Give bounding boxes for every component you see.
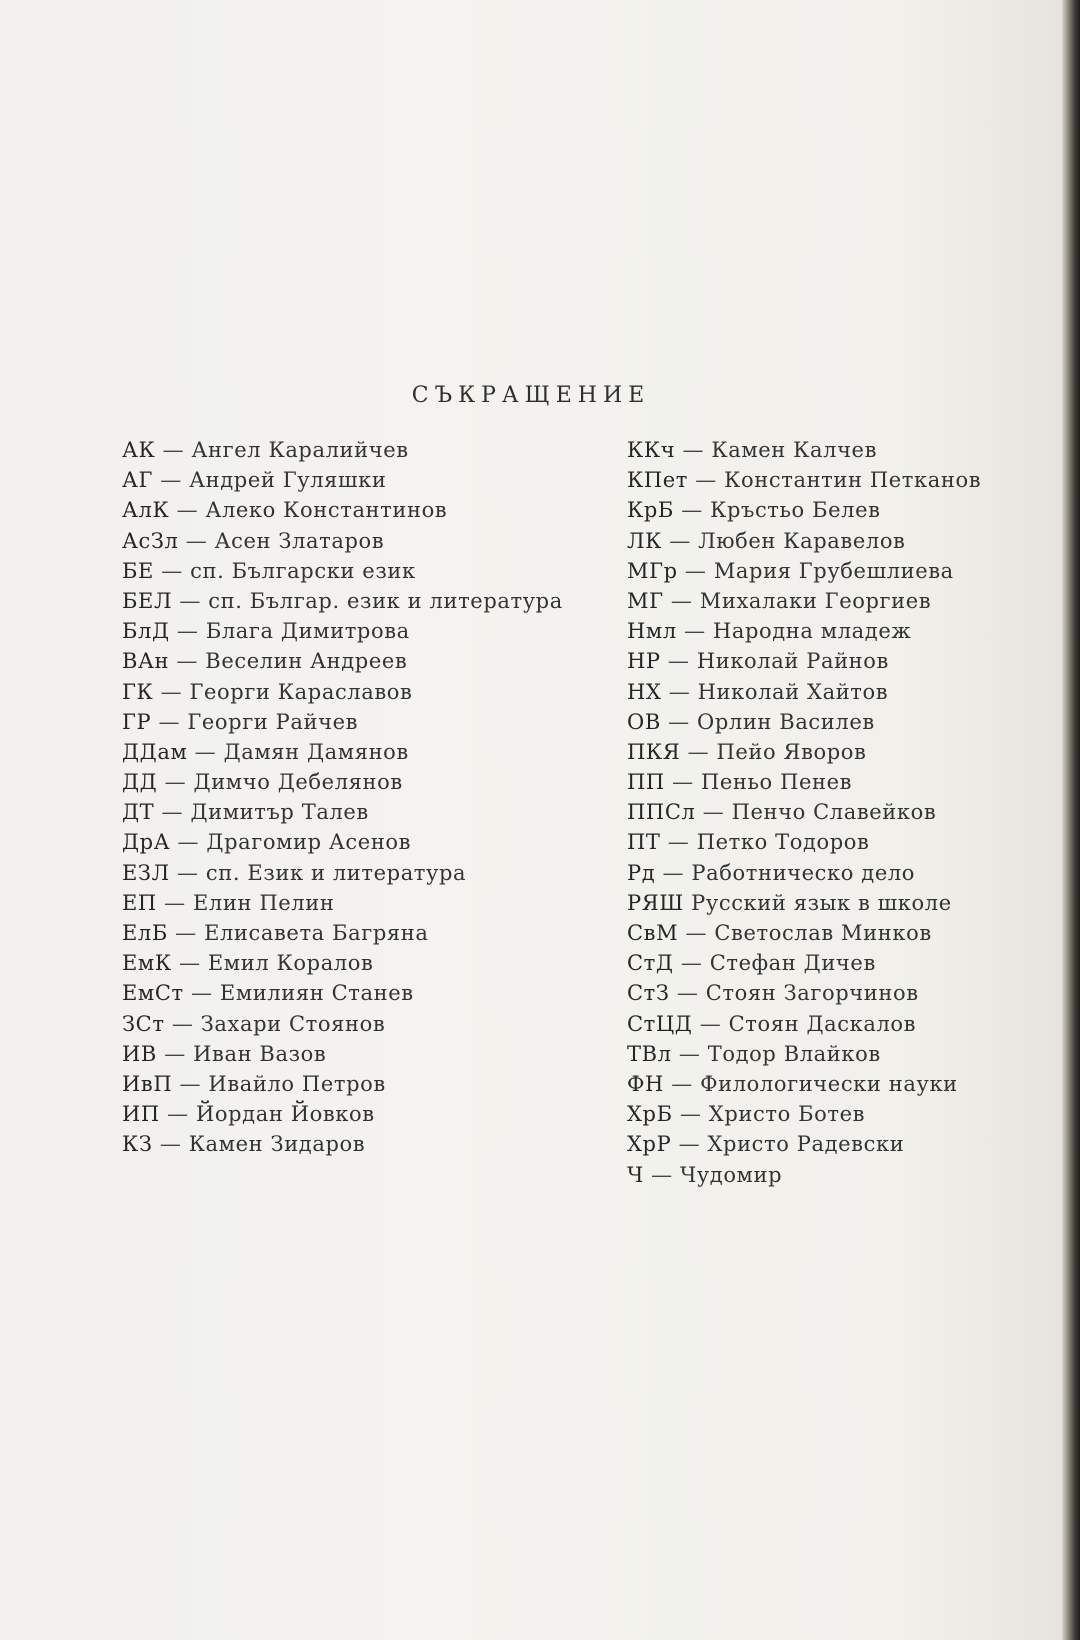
page-title: СЪКРАЩЕНИЕ <box>411 383 651 408</box>
abbreviation-meaning: Димитър Талев <box>190 800 369 825</box>
separator-dash: — <box>692 1011 729 1036</box>
abbreviation: ЕЗЛ <box>122 860 170 885</box>
abbreviation-meaning: Захари Стоянов <box>200 1011 386 1036</box>
abbreviation-meaning: Работническо дело <box>691 860 916 885</box>
separator-dash: — <box>695 800 732 825</box>
abbreviation: ДТ <box>122 800 155 825</box>
abbreviation-meaning: Пейо Яворов <box>716 739 867 764</box>
abbreviation-meaning: Веселин Андреев <box>205 649 408 674</box>
abbreviation-meaning: Пенчо Славейков <box>731 800 937 825</box>
abbreviation-entry <box>122 586 563 616</box>
separator-dash: — <box>155 438 192 462</box>
abbreviation-entry <box>122 495 563 525</box>
separator-dash: — <box>671 1041 708 1066</box>
separator-dash: — <box>152 1132 189 1157</box>
abbreviation-entry <box>122 616 563 646</box>
abbreviation-entry <box>627 556 981 586</box>
abbreviation: ЕмК <box>122 951 172 976</box>
separator-dash: — <box>164 1011 201 1036</box>
abbreviation: ИП <box>122 1102 160 1127</box>
abbreviation: ДД <box>122 770 158 795</box>
abbreviation-entry <box>627 1160 981 1190</box>
abbreviation-entry <box>122 918 563 948</box>
abbreviation-entry <box>627 435 981 465</box>
abbreviation-entry <box>122 1039 563 1069</box>
abbreviation-entry <box>122 556 563 586</box>
abbreviation: ГР <box>122 709 152 734</box>
separator-dash: — <box>172 1071 209 1096</box>
abbreviation-entry <box>627 767 981 797</box>
abbreviation-meaning: Филологически науки <box>700 1071 958 1096</box>
abbreviation-entry <box>122 707 563 737</box>
abbreviation-entry <box>627 858 981 888</box>
abbreviation: РЯШ <box>627 890 684 915</box>
separator-dash: — <box>154 800 191 825</box>
separator-dash: — <box>655 860 692 885</box>
abbreviation-entry <box>627 737 981 767</box>
abbreviation: Рд <box>627 860 656 885</box>
abbreviation-meaning: Мария Грубешлиева <box>713 558 954 583</box>
abbreviation-entry <box>627 1099 981 1129</box>
abbreviation-meaning: Орлин Василев <box>697 709 875 734</box>
abbreviation: ПКЯ <box>627 739 681 764</box>
abbreviation: КПет <box>627 468 689 493</box>
abbreviation: ФН <box>627 1071 664 1096</box>
abbreviation-meaning: Йордан Йовков <box>195 1102 375 1127</box>
abbreviation-entry <box>627 888 981 918</box>
abbreviation-entry <box>627 586 981 616</box>
separator-dash: — <box>663 1071 701 1096</box>
abbreviation: ПП <box>627 770 665 795</box>
separator-dash: — <box>167 921 205 945</box>
abbreviation-entry <box>122 827 563 857</box>
separator-dash: — <box>672 1102 709 1127</box>
separator-dash: — <box>660 649 697 674</box>
separator-dash: — <box>169 649 206 674</box>
abbreviation: Ч <box>627 1162 644 1187</box>
abbreviation-entry <box>122 767 563 797</box>
abbreviation: ЛК <box>627 528 662 553</box>
abbreviation: ДДам <box>122 739 188 764</box>
separator-dash: — <box>157 770 194 795</box>
separator-dash: — <box>153 468 190 493</box>
abbreviation-meaning: Петко Тодоров <box>696 830 870 855</box>
abbreviation: НХ <box>627 679 662 704</box>
abbreviation: СтЗ <box>627 981 670 1006</box>
abbreviation-entry <box>627 948 981 978</box>
abbreviation-meaning: Николай Райнов <box>696 649 889 674</box>
separator-dash: — <box>673 951 710 976</box>
abbreviation: ЕП <box>122 890 157 915</box>
abbreviation: ЕмСт <box>122 981 184 1006</box>
separator-dash: — <box>153 679 190 704</box>
abbreviation: ВАн <box>122 649 170 674</box>
abbreviation: МГр <box>627 558 678 583</box>
abbreviation-meaning: Русский язык в школе <box>691 890 952 915</box>
abbreviation-meaning: Емил Коралов <box>207 951 374 976</box>
abbreviation-meaning: Блага Димитрова <box>205 619 410 644</box>
abbreviation: БЕЛ <box>122 588 173 613</box>
separator-dash: — <box>663 588 700 613</box>
abbreviation-entry <box>122 1069 563 1099</box>
abbreviation: АК <box>122 438 156 462</box>
abbreviation-meaning: Камен Зидаров <box>188 1132 366 1157</box>
separator-dash: — <box>660 709 698 734</box>
abbreviation-meaning: Андрей Гуляшки <box>189 468 387 493</box>
abbreviations-right-column <box>627 435 981 1190</box>
abbreviation: ДрА <box>122 830 171 855</box>
abbreviation-entry <box>627 495 981 525</box>
abbreviation: СтД <box>627 951 674 976</box>
abbreviation: ПТ <box>627 830 661 855</box>
abbreviation-meaning: Тодор Влайков <box>707 1041 881 1066</box>
abbreviation-entry <box>122 435 563 465</box>
abbreviation-entry <box>627 707 981 737</box>
abbreviation: ТВл <box>627 1041 672 1066</box>
abbreviation: Нмл <box>627 619 677 644</box>
abbreviation: СвМ <box>627 921 679 945</box>
abbreviation: ХрБ <box>627 1102 673 1127</box>
separator-dash: — <box>169 498 206 523</box>
abbreviation-meaning: сп. Език и литература <box>205 860 467 885</box>
separator-dash: — <box>153 558 191 583</box>
separator-dash: — <box>172 588 209 613</box>
abbreviation: КЗ <box>122 1132 153 1157</box>
abbreviation: ГК <box>122 679 154 704</box>
abbreviation-meaning: Пеньо Пенев <box>700 770 853 795</box>
abbreviation-meaning: Стоян Загорчинов <box>705 981 919 1006</box>
separator-dash: — <box>643 1162 680 1187</box>
separator-dash: — <box>660 830 697 855</box>
separator-dash: — <box>156 1041 194 1066</box>
abbreviation: ИвП <box>122 1071 173 1096</box>
abbreviation-entry <box>122 948 563 978</box>
abbreviation-meaning: Георги Райчев <box>187 709 359 734</box>
abbreviation-entry <box>627 797 981 827</box>
abbreviation: ЗСт <box>122 1011 165 1036</box>
separator-dash: — <box>676 619 713 644</box>
separator-dash: — <box>178 528 215 553</box>
abbreviation-meaning: Николай Хайтов <box>697 679 889 704</box>
separator-dash: — <box>169 860 206 885</box>
abbreviation: ХрР <box>627 1132 672 1157</box>
separator-dash: — <box>669 981 706 1006</box>
separator-dash: — <box>169 619 206 644</box>
abbreviation-meaning: Асен Златаров <box>214 528 385 553</box>
abbreviation-entry <box>122 1129 563 1159</box>
abbreviation-meaning: Стоян Даскалов <box>728 1011 917 1036</box>
abbreviations-left-column <box>122 435 563 1160</box>
separator-dash: — <box>678 921 715 945</box>
abbreviation-entry <box>122 737 563 767</box>
abbreviation-meaning: Алеко Константинов <box>205 498 448 523</box>
abbreviation-meaning: Димчо Дебелянов <box>193 770 403 795</box>
abbreviation-meaning: Христо Ботев <box>708 1102 866 1127</box>
abbreviation-entry <box>627 465 981 495</box>
abbreviation-entry <box>627 827 981 857</box>
abbreviation-entry <box>627 677 981 707</box>
abbreviation-entry <box>627 1069 981 1099</box>
abbreviation-entry <box>627 526 981 556</box>
separator-dash: — <box>159 1102 196 1127</box>
book-spine-shadow <box>1062 0 1080 1640</box>
abbreviation-entry <box>627 1009 981 1039</box>
separator-dash: — <box>675 438 712 462</box>
abbreviation-meaning: Христо Радевски <box>707 1132 905 1157</box>
separator-dash: — <box>661 679 698 704</box>
abbreviation-entry <box>627 918 981 948</box>
abbreviation: ЕлБ <box>122 921 168 945</box>
abbreviation: БЕ <box>122 558 154 583</box>
abbreviation: АлК <box>122 498 170 523</box>
abbreviation: АсЗл <box>122 528 179 553</box>
abbreviation-entry <box>122 677 563 707</box>
abbreviation: КрБ <box>627 498 674 523</box>
separator-dash: — <box>187 739 224 764</box>
abbreviation: ИВ <box>122 1041 157 1066</box>
abbreviation-entry <box>627 1039 981 1069</box>
abbreviation-meaning: Кръстьо Белев <box>710 498 881 523</box>
abbreviation-meaning: Народна младеж <box>712 619 912 644</box>
abbreviation-meaning: Ивайло Петров <box>208 1071 386 1096</box>
abbreviation: СтЦД <box>627 1011 693 1036</box>
abbreviation-entry <box>627 616 981 646</box>
separator-dash: — <box>170 830 207 855</box>
separator-dash: — <box>171 951 208 976</box>
abbreviation-meaning: Драгомир Асенов <box>206 830 412 855</box>
separator-dash: — <box>671 1132 708 1157</box>
abbreviation-meaning: Светослав Минков <box>714 921 932 945</box>
abbreviation-entry <box>122 646 563 676</box>
abbreviation: НР <box>627 649 661 674</box>
abbreviation-meaning: Иван Вазов <box>193 1041 327 1066</box>
abbreviation: ККч <box>627 438 676 462</box>
separator-dash: — <box>688 468 725 493</box>
abbreviation: БлД <box>122 619 170 644</box>
abbreviation-entry <box>122 465 563 495</box>
abbreviation: ППСл <box>627 800 696 825</box>
separator-dash: — <box>156 890 193 915</box>
abbreviation-meaning: Стефан Дичев <box>709 951 876 976</box>
abbreviation-meaning: Константин Петканов <box>724 468 982 493</box>
abbreviation-entry <box>122 526 563 556</box>
abbreviation-meaning: сп. Български език <box>190 558 416 583</box>
abbreviation-meaning: Чудомир <box>680 1162 783 1187</box>
abbreviation-entry <box>627 646 981 676</box>
abbreviation-meaning: Емилиян Станев <box>219 981 414 1006</box>
separator-dash: — <box>151 709 188 734</box>
abbreviation-meaning: Михалаки Георгиев <box>699 588 932 613</box>
abbreviation-entry <box>122 797 563 827</box>
abbreviation: МГ <box>627 588 664 613</box>
abbreviation-meaning: Ангел Каралийчев <box>191 438 409 462</box>
abbreviation-entry <box>122 858 563 888</box>
abbreviation-meaning: сп. Българ. език и литература <box>208 588 563 613</box>
abbreviation-meaning: Камен Калчев <box>711 438 878 462</box>
abbreviation-meaning: Любен Каравелов <box>698 528 906 553</box>
separator-dash: — <box>677 558 714 583</box>
separator-dash: — <box>680 739 717 764</box>
abbreviation-entry <box>122 888 563 918</box>
separator-dash: — <box>664 770 701 795</box>
abbreviation-entry <box>122 1009 563 1039</box>
abbreviation: АГ <box>122 468 154 493</box>
abbreviation-entry <box>627 1129 981 1159</box>
separator-dash: — <box>183 981 220 1006</box>
separator-dash: — <box>673 498 711 523</box>
abbreviation-meaning: Дамян Дамянов <box>223 739 409 764</box>
abbreviation-meaning: Елин Пелин <box>193 890 335 915</box>
abbreviation-entry <box>122 1099 563 1129</box>
separator-dash: — <box>661 528 699 553</box>
abbreviation-meaning: Георги Караславов <box>189 679 413 704</box>
abbreviation-entry <box>627 978 981 1008</box>
abbreviation-entry <box>122 978 563 1008</box>
abbreviation: ОВ <box>627 709 661 734</box>
abbreviation-meaning: Елисавета Багряна <box>204 921 429 945</box>
